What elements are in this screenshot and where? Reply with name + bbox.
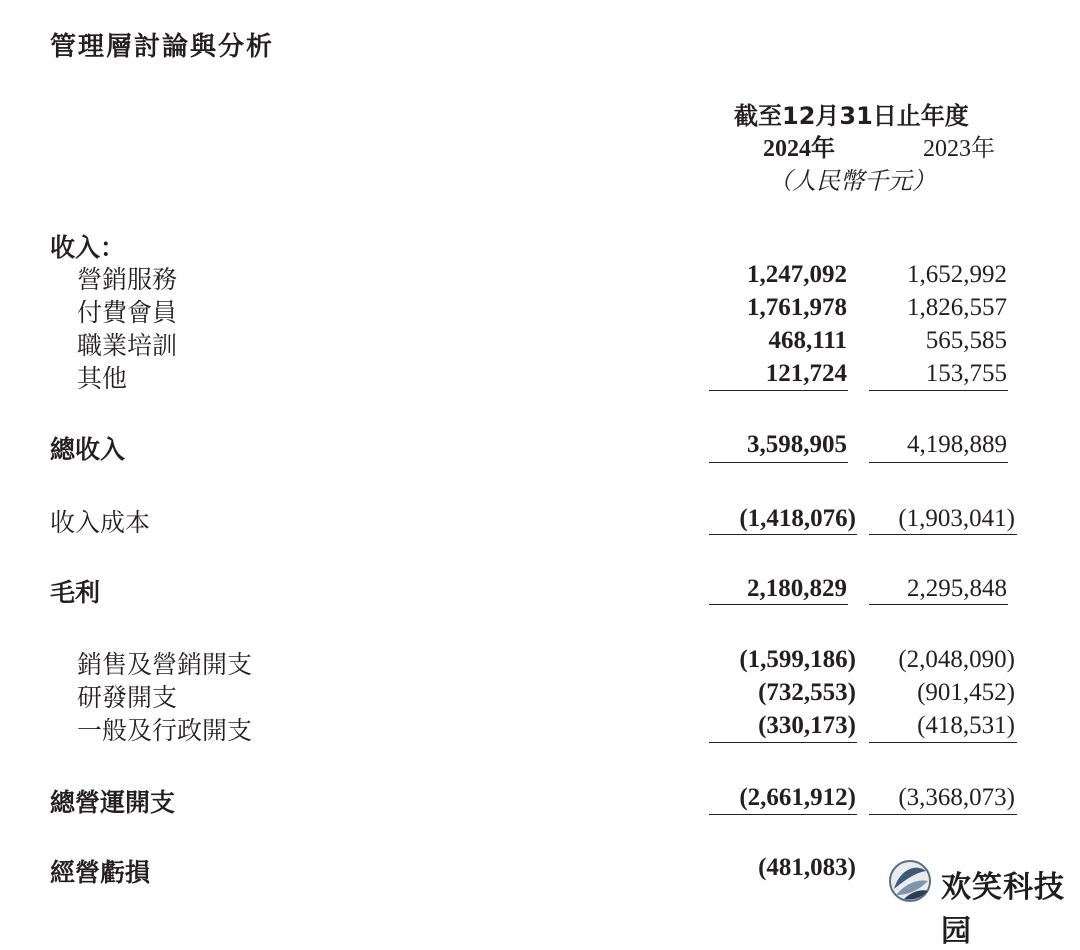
subtotal-rule-2024 <box>709 390 848 391</box>
year-2023-header: 2023年 <box>923 136 995 162</box>
value-2023-total-revenue: 4,198,889 <box>907 431 1007 458</box>
value-2023-cost-of-revenue: (1,903,041) <box>898 505 1015 532</box>
period-header: 截至12月31日止年度 <box>734 102 969 130</box>
value-2023-selling-marketing: (2,048,090) <box>898 646 1015 673</box>
value-2023-marketing-services: 1,652,992 <box>907 261 1007 288</box>
year-2024-header: 2024年 <box>763 136 835 162</box>
unit-header: （人民幣千元） <box>768 167 936 195</box>
value-2024-cost-of-revenue: (1,418,076) <box>739 505 856 532</box>
value-2023-vocational-training: 565,585 <box>925 327 1007 354</box>
value-2023-general-admin: (418,531) <box>917 712 1015 739</box>
value-2023-others: 153,755 <box>925 360 1007 387</box>
value-2023-gross-profit: 2,295,848 <box>907 575 1007 602</box>
value-2024-rnd: (732,553) <box>758 679 856 706</box>
value-2024-marketing-services: 1,247,092 <box>747 261 847 288</box>
value-2024-total-opex: (2,661,912) <box>739 784 856 811</box>
row-label-total-opex: 總營運開支 <box>50 788 176 817</box>
watermark-text: 欢笑科技园 <box>941 870 1065 949</box>
gross-profit-rule-2023 <box>869 604 1008 605</box>
row-label-others: 其他 <box>77 364 128 393</box>
row-label-total-revenue: 總收入 <box>50 435 126 464</box>
value-2023-total-opex: (3,368,073) <box>898 784 1015 811</box>
value-2023-rnd: (901,452) <box>917 679 1015 706</box>
gross-profit-rule-2024 <box>709 604 848 605</box>
total-opex-rule-2024 <box>709 814 857 815</box>
row-label-operating-loss: 經營虧損 <box>50 858 151 887</box>
row-label-general-admin: 一般及行政開支 <box>77 716 253 745</box>
row-label-vocational-training: 職業培訓 <box>77 331 178 360</box>
revenue-heading: 收入： <box>50 233 126 262</box>
value-2024-others: 121,724 <box>765 360 847 387</box>
value-2024-vocational-training: 468,111 <box>768 327 847 354</box>
cost-rule-2024 <box>709 534 857 535</box>
value-2024-selling-marketing: (1,599,186) <box>739 646 856 673</box>
value-2024-gross-profit: 2,180,829 <box>747 575 847 602</box>
row-label-paid-membership: 付費會員 <box>77 298 178 327</box>
opex-subtotal-rule-2023 <box>869 742 1017 743</box>
total-revenue-rule-2024 <box>709 462 848 463</box>
row-label-marketing-services: 營銷服務 <box>77 265 178 294</box>
value-2024-total-revenue: 3,598,905 <box>747 431 847 458</box>
opex-subtotal-rule-2024 <box>709 742 857 743</box>
row-label-selling-marketing: 銷售及營銷開支 <box>77 650 253 679</box>
row-label-rnd: 研發開支 <box>77 683 178 712</box>
total-opex-rule-2023 <box>869 814 1017 815</box>
row-label-gross-profit: 毛利 <box>50 578 101 607</box>
value-2024-operating-loss: (481,083) <box>758 854 856 881</box>
row-label-cost-of-revenue: 收入成本 <box>50 508 151 537</box>
total-revenue-rule-2023 <box>869 462 1008 463</box>
value-2024-general-admin: (330,173) <box>758 712 856 739</box>
cost-rule-2023 <box>869 534 1017 535</box>
value-2024-paid-membership: 1,761,978 <box>747 294 847 321</box>
subtotal-rule-2023 <box>869 390 1008 391</box>
page-title: 管理層討論與分析 <box>50 32 275 62</box>
value-2023-paid-membership: 1,826,557 <box>907 294 1007 321</box>
